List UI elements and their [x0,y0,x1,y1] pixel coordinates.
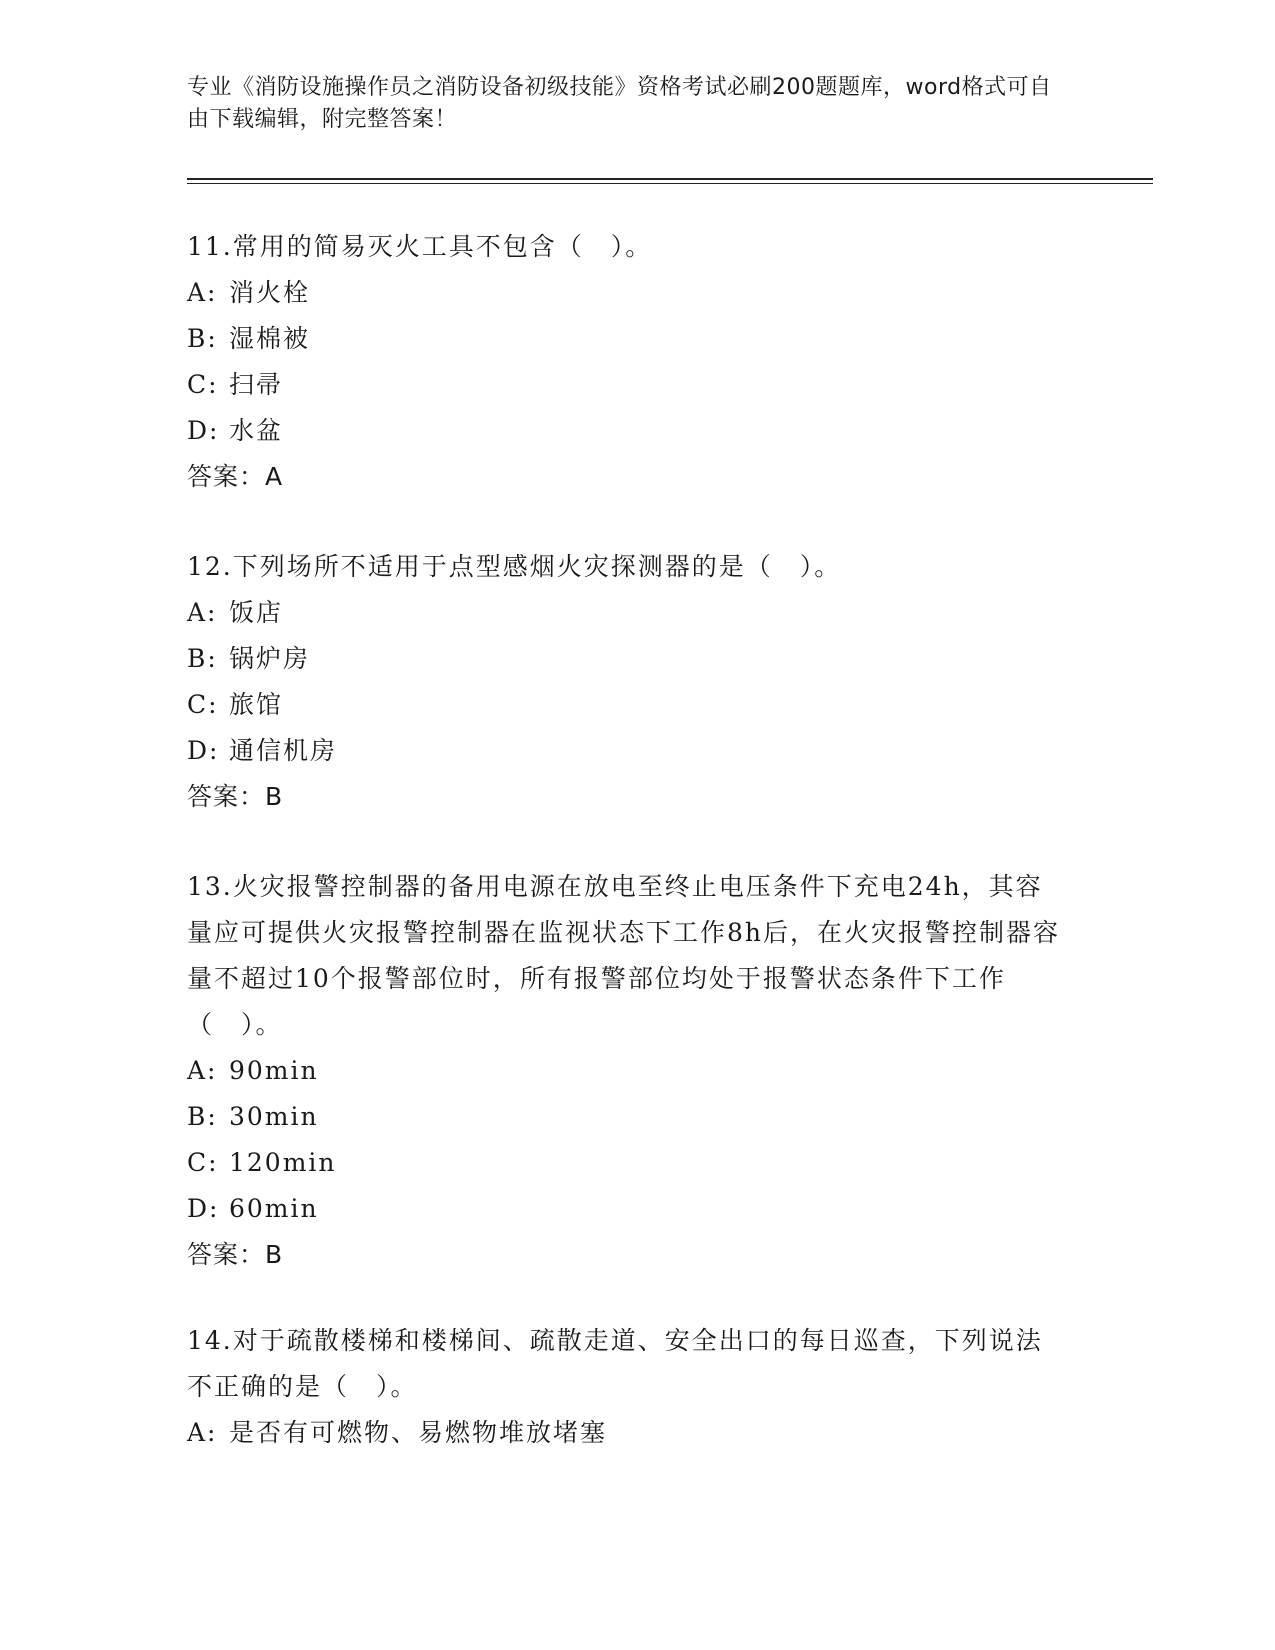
option-text: 消火栓 [229,278,311,307]
option-text: 湿棉被 [229,324,311,353]
question-stem: 12.下列场所不适用于点型感烟火灾探测器的是（ ）。 [187,552,842,581]
option-letter: D: [187,416,220,445]
document-header: 专业《消防设施操作员之消防设备初级技能》资格考试必刷200题题库，word格式可自由下载编辑，附完整答案！ [187,75,1052,132]
answer-line: 答案：A [187,462,284,491]
question-stem: 14.对于疏散楼梯和楼梯间、疏散走道、安全出口的每日巡查，下列说法不正确的是（ ）。 [187,1326,1043,1401]
option-c [187,362,1067,408]
option-text: 120min [229,1148,337,1177]
option-letter: B: [187,1102,218,1131]
option-text: 扫帚 [229,370,284,399]
option-text: 水盆 [229,416,284,445]
option-text: 旅馆 [229,690,284,719]
option-text: 饭店 [229,598,284,627]
option-letter: B: [187,644,218,673]
question-12 [187,544,1067,820]
option-a [187,1048,1067,1094]
option-b [187,636,1067,682]
option-a [187,270,1067,316]
option-letter: C: [187,690,219,719]
option-text: 60min [229,1194,319,1223]
option-c [187,1140,1067,1186]
option-letter: D: [187,736,220,765]
question-14 [187,1318,1067,1456]
option-text: 通信机房 [229,736,338,765]
option-text: 锅炉房 [229,644,311,673]
header-divider-thin [187,183,1153,184]
answer-line: 答案：B [187,782,284,811]
answer-line: 答案：B [187,1240,284,1269]
option-letter: A: [187,598,218,627]
option-letter: C: [187,1148,219,1177]
option-text: 是否有可燃物、易燃物堆放堵塞 [229,1418,608,1447]
header-divider-thick [187,178,1153,180]
option-d [187,408,1067,454]
option-d [187,1186,1067,1232]
option-c [187,682,1067,728]
question-stem: 13.火灾报警控制器的备用电源在放电至终止电压条件下充电24h，其容量应可提供火灾报警控制器在监视状态下工作8h后，在火灾报警控制器容量不超过10个报警部位时，所有报警部位均处于报警状态条件下工作（ ）。 [187,872,1061,1039]
option-a [187,590,1067,636]
option-letter: C: [187,370,219,399]
option-text: 30min [229,1102,319,1131]
option-b [187,316,1067,362]
option-a [187,1410,1067,1456]
option-letter: A: [187,1056,218,1085]
option-letter: B: [187,324,218,353]
option-text: 90min [229,1056,319,1085]
option-letter: A: [187,1418,218,1447]
option-b [187,1094,1067,1140]
option-letter: A: [187,278,218,307]
option-letter: D: [187,1194,220,1223]
option-d [187,728,1067,774]
question-11 [187,224,1067,500]
question-13 [187,864,1067,1278]
question-stem: 11.常用的简易灭火工具不包含（ ）。 [187,232,653,261]
